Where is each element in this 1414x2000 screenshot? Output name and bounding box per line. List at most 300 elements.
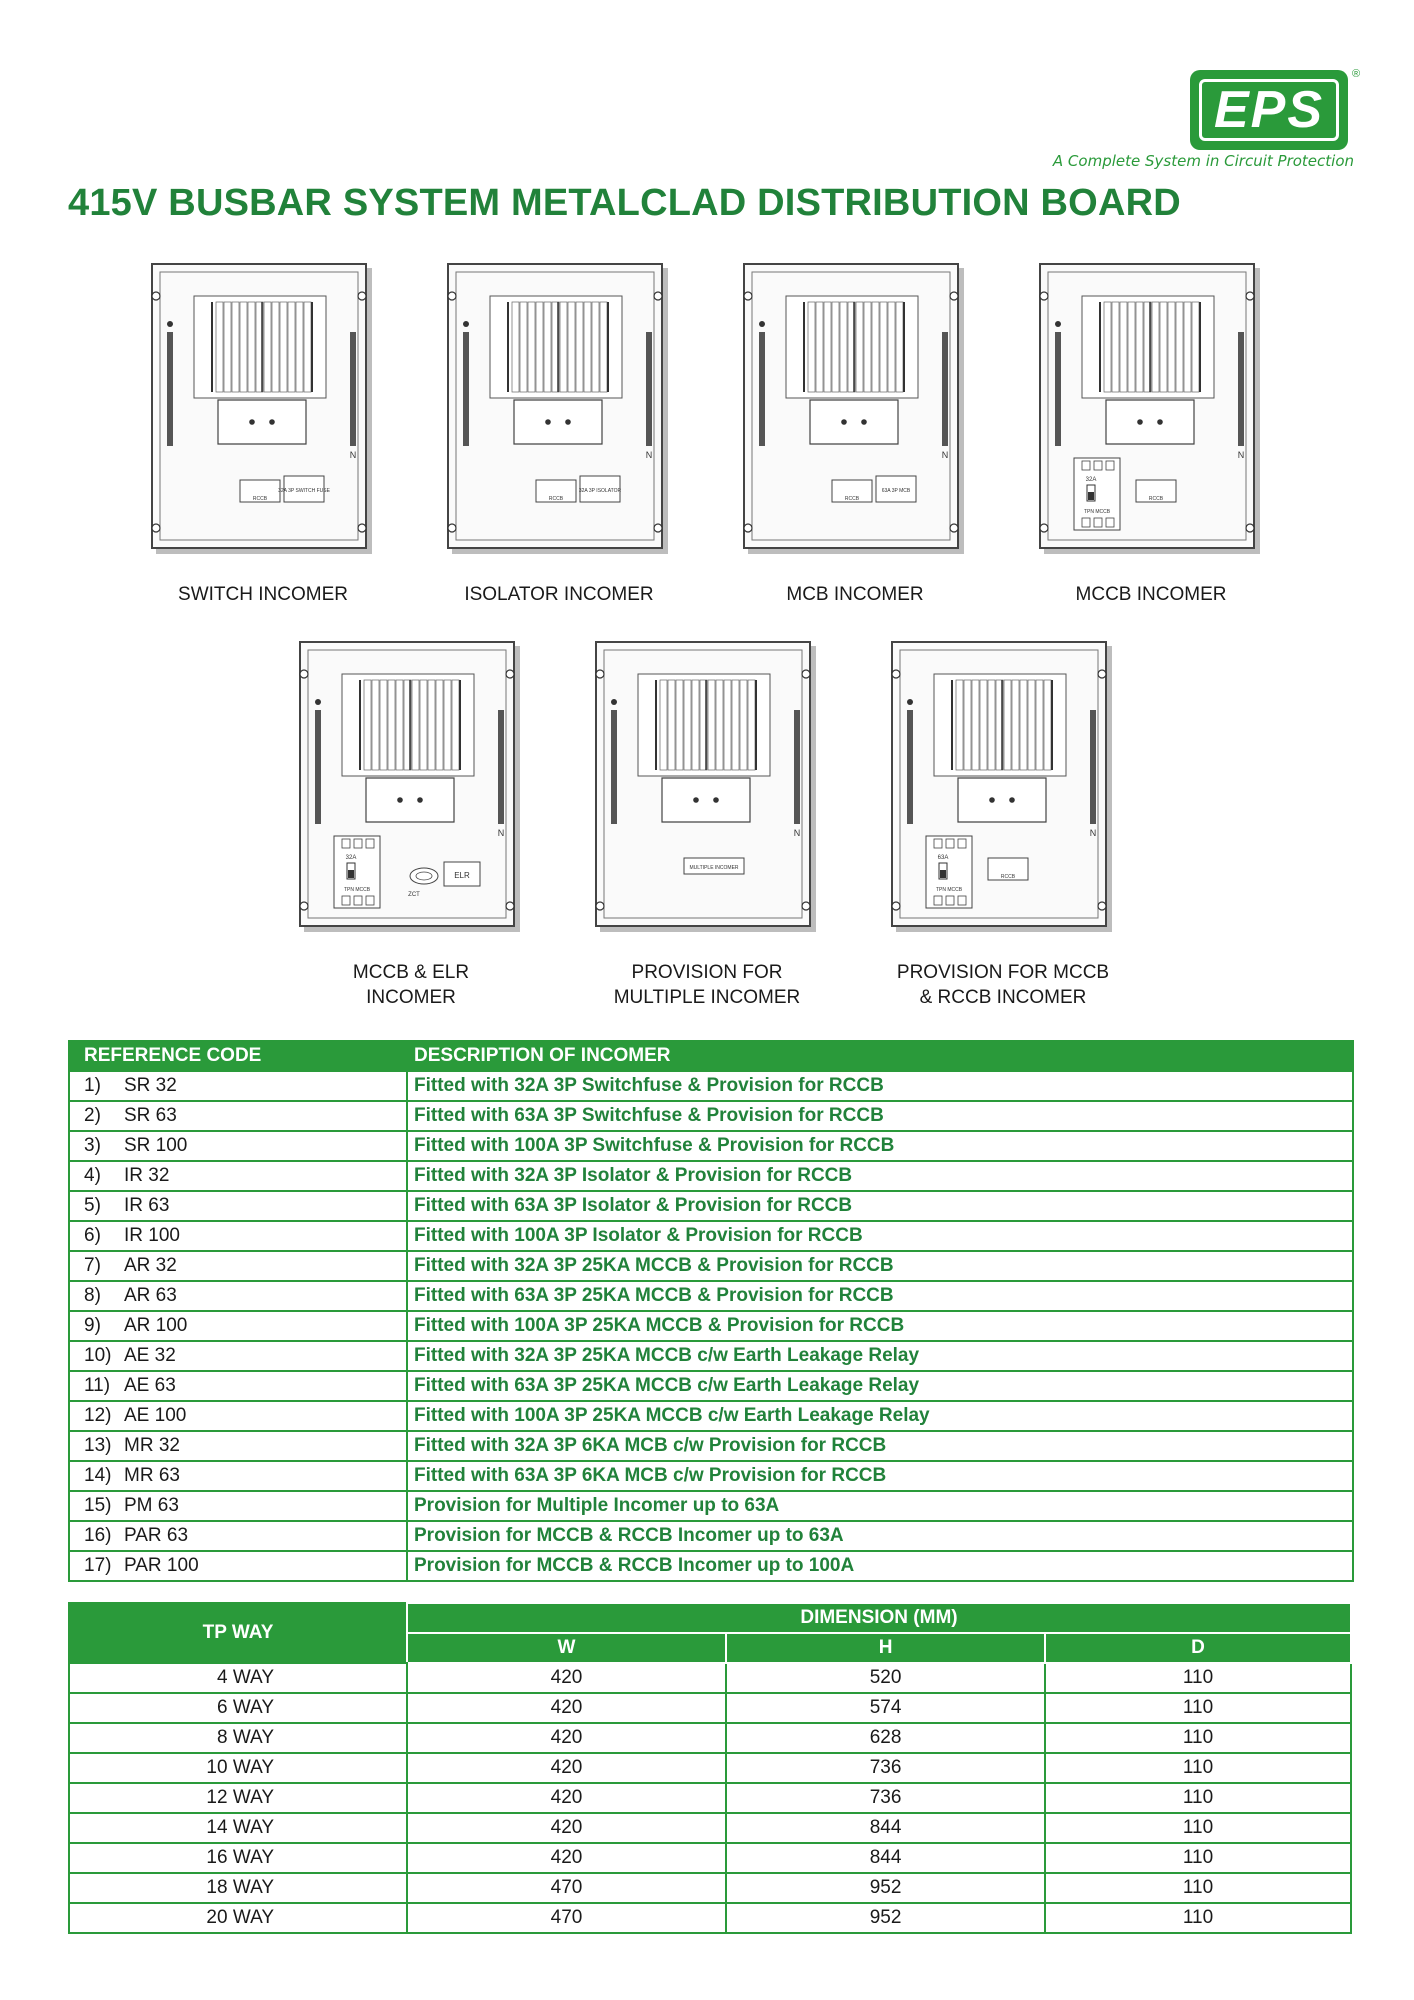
row-number: 16) — [84, 1525, 112, 1546]
reference-code-cell — [69, 1431, 407, 1461]
incomer-description: Fitted with 32A 3P 25KA MCCB c/w Earth Leakage Relay — [407, 1341, 1353, 1371]
caption-provision-multiple — [574, 960, 840, 1010]
breaker-slot — [512, 302, 519, 392]
height-cell: 952 — [726, 1903, 1045, 1933]
earth-bar — [1055, 332, 1061, 446]
header-h: H — [726, 1633, 1045, 1663]
screw-icon — [1098, 670, 1106, 678]
table-row — [69, 1663, 1351, 1693]
earth-bar — [907, 710, 913, 824]
earth-terminal-icon — [759, 321, 765, 327]
breaker-slot — [724, 680, 731, 770]
breaker-slot — [568, 302, 575, 392]
screw-icon — [950, 292, 958, 300]
reference-code: IR 63 — [124, 1195, 170, 1216]
mccb-label: TPN MCCB — [935, 887, 963, 893]
breaker-slot — [388, 680, 395, 770]
breaker-slot — [716, 680, 723, 770]
reference-code-cell — [69, 1401, 407, 1431]
reference-code: AE 100 — [124, 1405, 187, 1426]
cover-screw-icon — [397, 797, 403, 803]
table-row — [69, 1753, 1351, 1783]
breaker-slot — [824, 302, 831, 392]
board-diagram-mccb-elr — [298, 640, 524, 936]
board-diagram-mccb-rccb — [890, 640, 1116, 936]
mccb-terminal — [354, 839, 362, 848]
table-row — [69, 1431, 1353, 1461]
header-d: D — [1045, 1633, 1351, 1663]
cover-screw-icon — [545, 419, 551, 425]
breaker-slot — [676, 680, 683, 770]
breaker-slot — [560, 302, 567, 392]
page-title: 415V BUSBAR SYSTEM METALCLAD DISTRIBUTION BOARD — [68, 182, 1181, 224]
incomer-description: Fitted with 63A 3P 6KA MCB c/w Provision for RCCB — [407, 1461, 1353, 1491]
breaker-slot — [808, 302, 815, 392]
breaker-slot — [240, 302, 247, 392]
mccb-terminal — [958, 839, 966, 848]
earth-terminal-icon — [167, 321, 173, 327]
breaker-slot — [1160, 302, 1167, 392]
mccb-terminal — [1106, 461, 1114, 470]
width-cell: 470 — [407, 1873, 726, 1903]
breaker-slot — [380, 680, 387, 770]
reference-code: PAR 100 — [124, 1555, 199, 1576]
mccb-rating-label: 63A — [937, 855, 949, 861]
breaker-slot — [1120, 302, 1127, 392]
multiple-incomer-label: MULTIPLE INCOMER — [689, 865, 739, 871]
breaker-slot — [1044, 680, 1051, 770]
header-w: W — [407, 1633, 726, 1663]
width-cell: 420 — [407, 1843, 726, 1873]
screw-icon — [448, 292, 456, 300]
breaker-slot — [592, 302, 599, 392]
screw-icon — [596, 670, 604, 678]
mccb-terminal — [958, 896, 966, 905]
breaker-slot — [1192, 302, 1199, 392]
screw-icon — [802, 902, 810, 910]
table-row — [69, 1371, 1353, 1401]
reference-code-cell — [69, 1251, 407, 1281]
mccb-terminal — [946, 839, 954, 848]
table-header-row — [69, 1041, 1353, 1071]
board-diagram-multiple — [594, 640, 820, 936]
breaker-slot — [1176, 302, 1183, 392]
header-description: DESCRIPTION OF INCOMER — [407, 1041, 1353, 1071]
mccb-toggle-lever — [1088, 492, 1094, 500]
cover-screw-icon — [1137, 419, 1143, 425]
incomer-device-label: 63A 3P MCB — [881, 488, 911, 494]
neutral-bar — [498, 710, 504, 824]
neutral-bar — [1090, 710, 1096, 824]
reference-code: AR 100 — [124, 1315, 188, 1336]
breaker-slot — [1136, 302, 1143, 392]
breaker-slot — [1004, 680, 1011, 770]
reference-code-cell — [69, 1371, 407, 1401]
mccb-terminal — [934, 839, 942, 848]
screw-icon — [358, 292, 366, 300]
reference-code-cell — [69, 1161, 407, 1191]
reference-code: SR 32 — [124, 1075, 177, 1096]
screw-icon — [152, 524, 160, 532]
mccb-label: TPN MCCB — [343, 887, 371, 893]
neutral-label: N — [1089, 828, 1097, 838]
screw-icon — [152, 292, 160, 300]
breaker-slot — [832, 302, 839, 392]
breaker-slot — [856, 302, 863, 392]
incomer-cover-plate — [1106, 400, 1194, 444]
mccb-terminal — [1106, 518, 1114, 527]
screw-icon — [1246, 524, 1254, 532]
breaker-slot — [1184, 302, 1191, 392]
height-cell: 844 — [726, 1813, 1045, 1843]
incomer-cover-plate — [958, 778, 1046, 822]
breaker-slot — [816, 302, 823, 392]
reference-code: IR 100 — [124, 1225, 180, 1246]
width-cell: 420 — [407, 1723, 726, 1753]
earth-bar — [315, 710, 321, 824]
neutral-bar — [794, 710, 800, 824]
reference-code-cell — [69, 1071, 407, 1101]
depth-cell: 110 — [1045, 1813, 1351, 1843]
breaker-slot — [232, 302, 239, 392]
reference-code: IR 32 — [124, 1165, 170, 1186]
caption-line: MCCB & ELR — [352, 962, 470, 983]
mccb-terminal — [1094, 461, 1102, 470]
neutral-bar — [1238, 332, 1244, 446]
tp-way-cell: 14 WAY — [69, 1813, 407, 1843]
breaker-slot — [364, 680, 371, 770]
table-row — [69, 1311, 1353, 1341]
screw-icon — [300, 670, 308, 678]
incomer-description: Fitted with 63A 3P Switchfuse & Provision for RCCB — [407, 1101, 1353, 1131]
height-cell: 520 — [726, 1663, 1045, 1693]
breaker-slot — [304, 302, 311, 392]
breaker-slot — [748, 680, 755, 770]
header-reference-code: REFERENCE CODE — [69, 1041, 407, 1071]
tp-way-cell: 10 WAY — [69, 1753, 407, 1783]
height-cell: 952 — [726, 1873, 1045, 1903]
cover-screw-icon — [693, 797, 699, 803]
breaker-slot — [740, 680, 747, 770]
earth-bar — [611, 710, 617, 824]
incomer-description: Fitted with 63A 3P Isolator & Provision for RCCB — [407, 1191, 1353, 1221]
reference-code: MR 63 — [124, 1465, 180, 1486]
rccb-label: RCCB — [1148, 496, 1164, 502]
screw-icon — [358, 524, 366, 532]
tp-way-cell: 20 WAY — [69, 1903, 407, 1933]
width-cell: 420 — [407, 1663, 726, 1693]
board-diagram-mcb — [742, 262, 968, 558]
caption-line: MULTIPLE INCOMER — [613, 987, 801, 1008]
breaker-slot — [972, 680, 979, 770]
reference-code: MR 32 — [124, 1435, 180, 1456]
depth-cell: 110 — [1045, 1873, 1351, 1903]
caption-mccb-incomer: MCCB INCOMER — [1075, 584, 1227, 605]
board-diagram-mccb — [1038, 262, 1264, 558]
row-number: 6) — [84, 1225, 101, 1246]
table-row — [69, 1341, 1353, 1371]
mccb-terminal — [354, 896, 362, 905]
reference-code-cell — [69, 1221, 407, 1251]
cover-screw-icon — [1157, 419, 1163, 425]
earth-bar — [759, 332, 765, 446]
screw-icon — [506, 670, 514, 678]
caption-line: & RCCB INCOMER — [919, 987, 1087, 1008]
screw-icon — [1098, 902, 1106, 910]
screw-icon — [448, 524, 456, 532]
row-number: 11) — [84, 1375, 111, 1396]
breaker-slot — [1104, 302, 1111, 392]
breaker-slot — [880, 302, 887, 392]
reference-code-cell — [69, 1281, 407, 1311]
depth-cell: 110 — [1045, 1903, 1351, 1933]
table-row — [69, 1281, 1353, 1311]
table-row — [69, 1843, 1351, 1873]
incomer-cover-plate — [218, 400, 306, 444]
breaker-slot — [420, 680, 427, 770]
breaker-slot — [1012, 680, 1019, 770]
mccb-terminal — [1094, 518, 1102, 527]
logo-frame — [1199, 79, 1339, 141]
screw-icon — [654, 292, 662, 300]
earth-bar — [167, 332, 173, 446]
table-row — [69, 1521, 1353, 1551]
width-cell: 420 — [407, 1753, 726, 1783]
table-row — [69, 1551, 1353, 1581]
eps-logo — [1190, 68, 1361, 152]
earth-terminal-icon — [907, 699, 913, 705]
table-row — [69, 1101, 1353, 1131]
earth-terminal-icon — [463, 321, 469, 327]
width-cell: 470 — [407, 1903, 726, 1933]
mccb-terminal — [946, 896, 954, 905]
breaker-slot — [584, 302, 591, 392]
mccb-terminal — [366, 839, 374, 848]
row-number: 10) — [84, 1345, 112, 1366]
breaker-slot — [288, 302, 295, 392]
breaker-slot — [1168, 302, 1175, 392]
neutral-bar — [646, 332, 652, 446]
zct-label: ZCT — [408, 892, 420, 898]
breaker-slot — [444, 680, 451, 770]
rccb-label: RCCB — [548, 496, 564, 502]
screw-icon — [744, 292, 752, 300]
depth-cell: 110 — [1045, 1693, 1351, 1723]
board-diagram-switch — [150, 262, 376, 558]
mccb-label: TPN MCCB — [1083, 509, 1111, 515]
cover-screw-icon — [269, 419, 275, 425]
incomer-description: Fitted with 100A 3P Switchfuse & Provision for RCCB — [407, 1131, 1353, 1161]
mccb-rating-label: 32A — [345, 855, 357, 861]
cover-screw-icon — [417, 797, 423, 803]
elr-label: ELR — [454, 871, 470, 880]
depth-cell: 110 — [1045, 1723, 1351, 1753]
breaker-slot — [396, 680, 403, 770]
breaker-slot — [888, 302, 895, 392]
depth-cell: 110 — [1045, 1663, 1351, 1693]
width-cell: 420 — [407, 1783, 726, 1813]
incomer-description: Fitted with 32A 3P 6KA MCB c/w Provision for RCCB — [407, 1431, 1353, 1461]
reference-code-cell — [69, 1521, 407, 1551]
breaker-slot — [296, 302, 303, 392]
tp-way-cell: 12 WAY — [69, 1783, 407, 1813]
row-number: 1) — [84, 1075, 101, 1096]
screw-icon — [892, 670, 900, 678]
rccb-label: RCCB — [252, 496, 268, 502]
tp-way-cell: 8 WAY — [69, 1723, 407, 1753]
breaker-slot — [896, 302, 903, 392]
mccb-terminal — [1082, 518, 1090, 527]
incomer-description: Fitted with 100A 3P 25KA MCCB c/w Earth Leakage Relay — [407, 1401, 1353, 1431]
incomer-description: Provision for MCCB & RCCB Incomer up to 100A — [407, 1551, 1353, 1581]
mccb-terminal — [366, 896, 374, 905]
depth-cell: 110 — [1045, 1783, 1351, 1813]
caption-mccb-elr — [278, 960, 544, 1010]
tp-way-cell: 16 WAY — [69, 1843, 407, 1873]
neutral-bar — [350, 332, 356, 446]
screw-icon — [802, 670, 810, 678]
breaker-slot — [1112, 302, 1119, 392]
breaker-slot — [980, 680, 987, 770]
breaker-slot — [1028, 680, 1035, 770]
screw-icon — [1246, 292, 1254, 300]
row-number: 9) — [84, 1315, 101, 1336]
reference-code-cell — [69, 1131, 407, 1161]
breaker-slot — [1020, 680, 1027, 770]
reference-code-cell — [69, 1311, 407, 1341]
table-row — [69, 1813, 1351, 1843]
row-number: 2) — [84, 1105, 101, 1126]
reference-code-cell — [69, 1341, 407, 1371]
breaker-slot — [224, 302, 231, 392]
breaker-slot — [660, 680, 667, 770]
incomer-description: Fitted with 32A 3P Isolator & Provision for RCCB — [407, 1161, 1353, 1191]
rccb-label: RCCB — [844, 496, 860, 502]
table-row — [69, 1693, 1351, 1723]
breaker-slot — [576, 302, 583, 392]
incomer-device-label: 32A 3P SWITCH FUSE — [278, 488, 330, 494]
screw-icon — [1040, 292, 1048, 300]
reference-code: SR 100 — [124, 1135, 188, 1156]
table-row — [69, 1491, 1353, 1521]
screw-icon — [950, 524, 958, 532]
earth-terminal-icon — [1055, 321, 1061, 327]
mccb-toggle-lever — [940, 870, 946, 878]
row-number: 15) — [84, 1495, 112, 1516]
breaker-slot — [1152, 302, 1159, 392]
table-row — [69, 1071, 1353, 1101]
table-header-row — [69, 1603, 1351, 1633]
reference-code-cell — [69, 1461, 407, 1491]
row-number: 7) — [84, 1255, 101, 1276]
incomer-description: Fitted with 32A 3P 25KA MCCB & Provision for RCCB — [407, 1251, 1353, 1281]
board-diagram-isolator — [446, 262, 672, 558]
reference-code-cell — [69, 1551, 407, 1581]
height-cell: 736 — [726, 1783, 1045, 1813]
neutral-label: N — [349, 450, 357, 460]
brand-tagline: A Complete System in Circuit Protection — [1052, 152, 1354, 170]
caption-switch-incomer: SWITCH INCOMER — [178, 584, 348, 605]
incomer-description: Fitted with 100A 3P Isolator & Provision for RCCB — [407, 1221, 1353, 1251]
breaker-slot — [528, 302, 535, 392]
breaker-slot — [864, 302, 871, 392]
width-cell: 420 — [407, 1693, 726, 1723]
row-number: 5) — [84, 1195, 101, 1216]
screw-icon — [892, 902, 900, 910]
caption-mcb-incomer: MCB INCOMER — [786, 584, 924, 605]
earth-terminal-icon — [315, 699, 321, 705]
incomer-description: Provision for Multiple Incomer up to 63A — [407, 1491, 1353, 1521]
logo-text: EPS — [1213, 81, 1325, 139]
registered-mark: ® — [1352, 68, 1361, 80]
table-row — [69, 1191, 1353, 1221]
breaker-slot — [732, 680, 739, 770]
table-row — [69, 1903, 1351, 1933]
table-row — [69, 1161, 1353, 1191]
incomer-description: Fitted with 100A 3P 25KA MCCB & Provision for RCCB — [407, 1311, 1353, 1341]
screw-icon — [300, 902, 308, 910]
rccb-label: RCCB — [1000, 874, 1016, 880]
caption-isolator-incomer: ISOLATOR INCOMER — [464, 584, 654, 605]
mccb-terminal — [342, 839, 350, 848]
row-number: 13) — [84, 1435, 112, 1456]
breaker-slot — [544, 302, 551, 392]
neutral-label: N — [941, 450, 949, 460]
reference-code-cell — [69, 1491, 407, 1521]
tp-way-cell: 18 WAY — [69, 1873, 407, 1903]
logo-badge — [1190, 70, 1348, 150]
caption-provision-mccb-rccb — [870, 960, 1136, 1010]
height-cell: 628 — [726, 1723, 1045, 1753]
depth-cell: 110 — [1045, 1753, 1351, 1783]
screw-icon — [744, 524, 752, 532]
tp-way-cell: 6 WAY — [69, 1693, 407, 1723]
breaker-slot — [988, 680, 995, 770]
depth-cell: 110 — [1045, 1843, 1351, 1873]
breaker-slot — [1036, 680, 1043, 770]
width-cell: 420 — [407, 1813, 726, 1843]
breaker-slot — [452, 680, 459, 770]
height-cell: 736 — [726, 1753, 1045, 1783]
reference-code-table — [68, 1040, 1354, 1582]
height-cell: 844 — [726, 1843, 1045, 1873]
breaker-slot — [692, 680, 699, 770]
cover-screw-icon — [1009, 797, 1015, 803]
neutral-label: N — [793, 828, 801, 838]
neutral-label: N — [645, 450, 653, 460]
header-tp-way: TP WAY — [69, 1603, 407, 1663]
reference-code-cell — [69, 1101, 407, 1131]
breaker-slot — [600, 302, 607, 392]
caption-line: PROVISION FOR MCCB — [896, 962, 1110, 983]
breaker-slot — [436, 680, 443, 770]
mccb-terminal — [342, 896, 350, 905]
caption-line: PROVISION FOR — [631, 962, 783, 983]
mccb-terminal — [1082, 461, 1090, 470]
breaker-slot — [872, 302, 879, 392]
breaker-slot — [248, 302, 255, 392]
row-number: 14) — [84, 1465, 112, 1486]
cover-screw-icon — [249, 419, 255, 425]
breaker-slot — [536, 302, 543, 392]
breaker-slot — [840, 302, 847, 392]
table-row — [69, 1221, 1353, 1251]
screw-icon — [654, 524, 662, 532]
breaker-slot — [668, 680, 675, 770]
incomer-description: Provision for MCCB & RCCB Incomer up to 63A — [407, 1521, 1353, 1551]
table-row — [69, 1461, 1353, 1491]
table-row — [69, 1251, 1353, 1281]
